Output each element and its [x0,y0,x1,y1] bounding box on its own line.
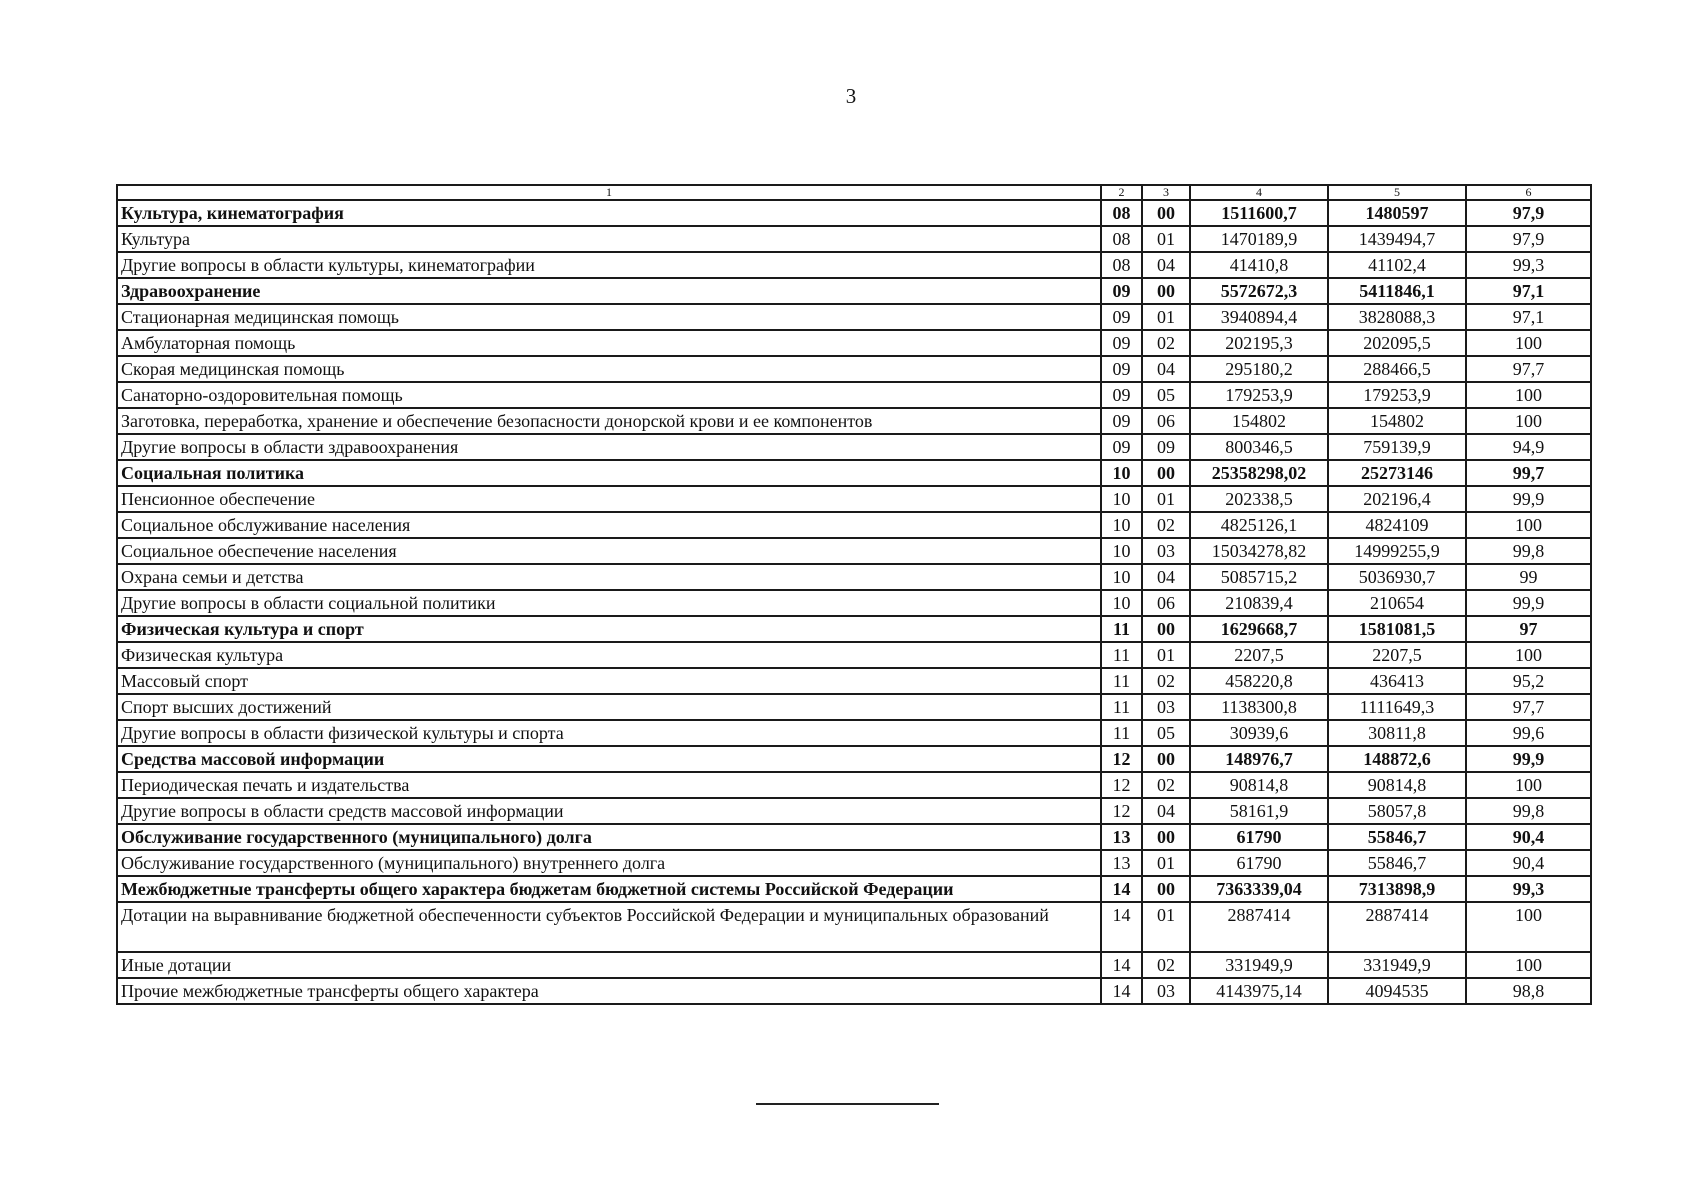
table-row [117,434,1591,460]
plan-amount-cell: 41410,8 [1190,252,1328,278]
section-code-cell: 10 [1101,486,1142,512]
subsection-code-cell: 01 [1142,850,1190,876]
subsection-code-cell: 01 [1142,486,1190,512]
plan-amount-cell: 4825126,1 [1190,512,1328,538]
plan-amount-cell: 295180,2 [1190,356,1328,382]
section-code-cell: 13 [1101,824,1142,850]
actual-amount-cell: 55846,7 [1328,850,1466,876]
plan-amount-cell: 210839,4 [1190,590,1328,616]
actual-amount-cell: 58057,8 [1328,798,1466,824]
section-code-cell: 10 [1101,564,1142,590]
table-row [117,694,1591,720]
plan-amount-cell: 2887414 [1190,902,1328,952]
table-row [117,408,1591,434]
actual-amount-cell: 5036930,7 [1328,564,1466,590]
row-name-cell: Прочие межбюджетные трансферты общего характера [117,978,1101,1004]
row-name-cell: Охрана семьи и детства [117,564,1101,590]
row-name-cell: Периодическая печать и издательства [117,772,1101,798]
actual-amount-cell: 1581081,5 [1328,616,1466,642]
budget-table [116,184,1592,1005]
section-code-cell: 11 [1101,694,1142,720]
table-row [117,356,1591,382]
column-header-5: 5 [1328,185,1466,200]
section-code-cell: 09 [1101,330,1142,356]
row-name-cell: Амбулаторная помощь [117,330,1101,356]
actual-amount-cell: 4094535 [1328,978,1466,1004]
percent-cell: 97,7 [1466,356,1591,382]
table-row [117,252,1591,278]
column-header-1: 1 [117,185,1101,200]
section-code-cell: 09 [1101,434,1142,460]
table-section-row [117,876,1591,902]
section-code-cell: 11 [1101,720,1142,746]
section-code-cell: 11 [1101,616,1142,642]
section-code-cell: 08 [1101,252,1142,278]
subsection-code-cell: 00 [1142,278,1190,304]
row-name-cell: Обслуживание государственного (муниципального) внутреннего долга [117,850,1101,876]
budget-table-body [117,185,1591,1004]
plan-amount-cell: 15034278,82 [1190,538,1328,564]
table-row [117,226,1591,252]
subsection-code-cell: 02 [1142,952,1190,978]
plan-amount-cell: 1511600,7 [1190,200,1328,226]
actual-amount-cell: 1111649,3 [1328,694,1466,720]
percent-cell: 99 [1466,564,1591,590]
column-header-4: 4 [1190,185,1328,200]
plan-amount-cell: 58161,9 [1190,798,1328,824]
plan-amount-cell: 1138300,8 [1190,694,1328,720]
section-code-cell: 14 [1101,876,1142,902]
actual-amount-cell: 331949,9 [1328,952,1466,978]
percent-cell: 99,9 [1466,486,1591,512]
actual-amount-cell: 1439494,7 [1328,226,1466,252]
percent-cell: 100 [1466,772,1591,798]
percent-cell: 97 [1466,616,1591,642]
subsection-code-cell: 02 [1142,330,1190,356]
section-code-cell: 09 [1101,304,1142,330]
section-code-cell: 10 [1101,512,1142,538]
table-row [117,978,1591,1004]
row-name-cell: Другие вопросы в области социальной политики [117,590,1101,616]
subsection-code-cell: 02 [1142,772,1190,798]
actual-amount-cell: 436413 [1328,668,1466,694]
row-name-cell: Скорая медицинская помощь [117,356,1101,382]
plan-amount-cell: 202338,5 [1190,486,1328,512]
subsection-code-cell: 00 [1142,200,1190,226]
percent-cell: 99,8 [1466,798,1591,824]
table-section-row [117,278,1591,304]
table-section-row [117,824,1591,850]
actual-amount-cell: 5411846,1 [1328,278,1466,304]
subsection-code-cell: 03 [1142,538,1190,564]
table-row [117,952,1591,978]
section-code-cell: 12 [1101,746,1142,772]
row-name-cell: Массовый спорт [117,668,1101,694]
table-row [117,304,1591,330]
section-code-cell: 10 [1101,460,1142,486]
actual-amount-cell: 148872,6 [1328,746,1466,772]
percent-cell: 99,3 [1466,876,1591,902]
row-name-cell: Другие вопросы в области средств массовой информации [117,798,1101,824]
percent-cell: 97,7 [1466,694,1591,720]
table-row [117,590,1591,616]
table-section-row [117,200,1591,226]
percent-cell: 99,8 [1466,538,1591,564]
table-row [117,330,1591,356]
actual-amount-cell: 7313898,9 [1328,876,1466,902]
subsection-code-cell: 05 [1142,382,1190,408]
plan-amount-cell: 7363339,04 [1190,876,1328,902]
section-code-cell: 09 [1101,408,1142,434]
subsection-code-cell: 00 [1142,876,1190,902]
subsection-code-cell: 06 [1142,408,1190,434]
percent-cell: 94,9 [1466,434,1591,460]
row-name-cell: Другие вопросы в области физической культуры и спорта [117,720,1101,746]
actual-amount-cell: 154802 [1328,408,1466,434]
percent-cell: 99,3 [1466,252,1591,278]
section-code-cell: 12 [1101,772,1142,798]
table-row [117,642,1591,668]
actual-amount-cell: 202196,4 [1328,486,1466,512]
actual-amount-cell: 55846,7 [1328,824,1466,850]
plan-amount-cell: 2207,5 [1190,642,1328,668]
percent-cell: 98,8 [1466,978,1591,1004]
actual-amount-cell: 179253,9 [1328,382,1466,408]
percent-cell: 100 [1466,902,1591,952]
table-row [117,486,1591,512]
actual-amount-cell: 25273146 [1328,460,1466,486]
actual-amount-cell: 2207,5 [1328,642,1466,668]
plan-amount-cell: 5085715,2 [1190,564,1328,590]
subsection-code-cell: 04 [1142,564,1190,590]
table-section-row [117,460,1591,486]
plan-amount-cell: 3940894,4 [1190,304,1328,330]
section-code-cell: 09 [1101,278,1142,304]
actual-amount-cell: 3828088,3 [1328,304,1466,330]
table-row [117,512,1591,538]
subsection-code-cell: 00 [1142,460,1190,486]
actual-amount-cell: 2887414 [1328,902,1466,952]
plan-amount-cell: 148976,7 [1190,746,1328,772]
subsection-code-cell: 01 [1142,902,1190,952]
percent-cell: 100 [1466,642,1591,668]
plan-amount-cell: 1629668,7 [1190,616,1328,642]
section-code-cell: 09 [1101,356,1142,382]
subsection-code-cell: 00 [1142,824,1190,850]
plan-amount-cell: 61790 [1190,824,1328,850]
section-code-cell: 11 [1101,642,1142,668]
column-header-2: 2 [1101,185,1142,200]
percent-cell: 99,7 [1466,460,1591,486]
row-name-cell: Дотации на выравнивание бюджетной обеспеченности субъектов Российской Федерации и муниципальных образований [117,902,1101,952]
plan-amount-cell: 25358298,02 [1190,460,1328,486]
column-header-3: 3 [1142,185,1190,200]
percent-cell: 99,9 [1466,590,1591,616]
subsection-code-cell: 04 [1142,798,1190,824]
plan-amount-cell: 202195,3 [1190,330,1328,356]
subsection-code-cell: 03 [1142,694,1190,720]
subsection-code-cell: 00 [1142,746,1190,772]
plan-amount-cell: 179253,9 [1190,382,1328,408]
row-name-cell: Другие вопросы в области здравоохранения [117,434,1101,460]
bottom-separator-line [756,1103,939,1105]
section-code-cell: 12 [1101,798,1142,824]
table-row [117,538,1591,564]
section-code-cell: 10 [1101,538,1142,564]
percent-cell: 90,4 [1466,850,1591,876]
plan-amount-cell: 331949,9 [1190,952,1328,978]
percent-cell: 97,1 [1466,304,1591,330]
percent-cell: 100 [1466,330,1591,356]
table-section-row [117,746,1591,772]
page-number: 3 [845,84,857,108]
percent-cell: 99,9 [1466,746,1591,772]
section-code-cell: 08 [1101,226,1142,252]
subsection-code-cell: 09 [1142,434,1190,460]
row-name-cell: Физическая культура [117,642,1101,668]
plan-amount-cell: 61790 [1190,850,1328,876]
subsection-code-cell: 01 [1142,226,1190,252]
percent-cell: 100 [1466,408,1591,434]
actual-amount-cell: 202095,5 [1328,330,1466,356]
subsection-code-cell: 01 [1142,304,1190,330]
row-name-cell: Другие вопросы в области культуры, кинематографии [117,252,1101,278]
row-name-cell: Стационарная медицинская помощь [117,304,1101,330]
plan-amount-cell: 800346,5 [1190,434,1328,460]
percent-cell: 95,2 [1466,668,1591,694]
section-code-cell: 10 [1101,590,1142,616]
column-header-6: 6 [1466,185,1591,200]
section-code-cell: 08 [1101,200,1142,226]
subsection-code-cell: 01 [1142,642,1190,668]
row-name-cell: Заготовка, переработка, хранение и обеспечение безопасности донорской крови и ее компонентов [117,408,1101,434]
row-name-cell: Культура, кинематография [117,200,1101,226]
plan-amount-cell: 1470189,9 [1190,226,1328,252]
section-code-cell: 09 [1101,382,1142,408]
subsection-code-cell: 05 [1142,720,1190,746]
plan-amount-cell: 154802 [1190,408,1328,434]
row-name-cell: Социальная политика [117,460,1101,486]
percent-cell: 100 [1466,382,1591,408]
plan-amount-cell: 30939,6 [1190,720,1328,746]
row-name-cell: Спорт высших достижений [117,694,1101,720]
subsection-code-cell: 00 [1142,616,1190,642]
section-code-cell: 14 [1101,978,1142,1004]
subsection-code-cell: 02 [1142,512,1190,538]
table-row [117,850,1591,876]
subsection-code-cell: 03 [1142,978,1190,1004]
table-row [117,668,1591,694]
percent-cell: 97,9 [1466,226,1591,252]
percent-cell: 90,4 [1466,824,1591,850]
actual-amount-cell: 759139,9 [1328,434,1466,460]
row-name-cell: Культура [117,226,1101,252]
actual-amount-cell: 41102,4 [1328,252,1466,278]
actual-amount-cell: 1480597 [1328,200,1466,226]
percent-cell: 97,9 [1466,200,1591,226]
actual-amount-cell: 90814,8 [1328,772,1466,798]
plan-amount-cell: 4143975,14 [1190,978,1328,1004]
actual-amount-cell: 210654 [1328,590,1466,616]
plan-amount-cell: 458220,8 [1190,668,1328,694]
table-section-row [117,616,1591,642]
table-row [117,798,1591,824]
section-code-cell: 13 [1101,850,1142,876]
subsection-code-cell: 02 [1142,668,1190,694]
section-code-cell: 14 [1101,952,1142,978]
row-name-cell: Пенсионное обеспечение [117,486,1101,512]
row-name-cell: Санаторно-оздоровительная помощь [117,382,1101,408]
table-row [117,902,1591,952]
section-code-cell: 14 [1101,902,1142,952]
row-name-cell: Социальное обслуживание населения [117,512,1101,538]
table-row [117,720,1591,746]
row-name-cell: Обслуживание государственного (муниципального) долга [117,824,1101,850]
subsection-code-cell: 06 [1142,590,1190,616]
actual-amount-cell: 30811,8 [1328,720,1466,746]
percent-cell: 99,6 [1466,720,1591,746]
row-name-cell: Средства массовой информации [117,746,1101,772]
subsection-code-cell: 04 [1142,356,1190,382]
percent-cell: 100 [1466,952,1591,978]
table-row [117,564,1591,590]
actual-amount-cell: 288466,5 [1328,356,1466,382]
row-name-cell: Физическая культура и спорт [117,616,1101,642]
row-name-cell: Иные дотации [117,952,1101,978]
percent-cell: 97,1 [1466,278,1591,304]
table-row [117,382,1591,408]
plan-amount-cell: 5572672,3 [1190,278,1328,304]
table-row [117,772,1591,798]
row-name-cell: Социальное обеспечение населения [117,538,1101,564]
plan-amount-cell: 90814,8 [1190,772,1328,798]
actual-amount-cell: 14999255,9 [1328,538,1466,564]
row-name-cell: Межбюджетные трансферты общего характера бюджетам бюджетной системы Российской Федерации [117,876,1101,902]
actual-amount-cell: 4824109 [1328,512,1466,538]
percent-cell: 100 [1466,512,1591,538]
subsection-code-cell: 04 [1142,252,1190,278]
column-number-header-row [117,185,1591,200]
row-name-cell: Здравоохранение [117,278,1101,304]
section-code-cell: 11 [1101,668,1142,694]
